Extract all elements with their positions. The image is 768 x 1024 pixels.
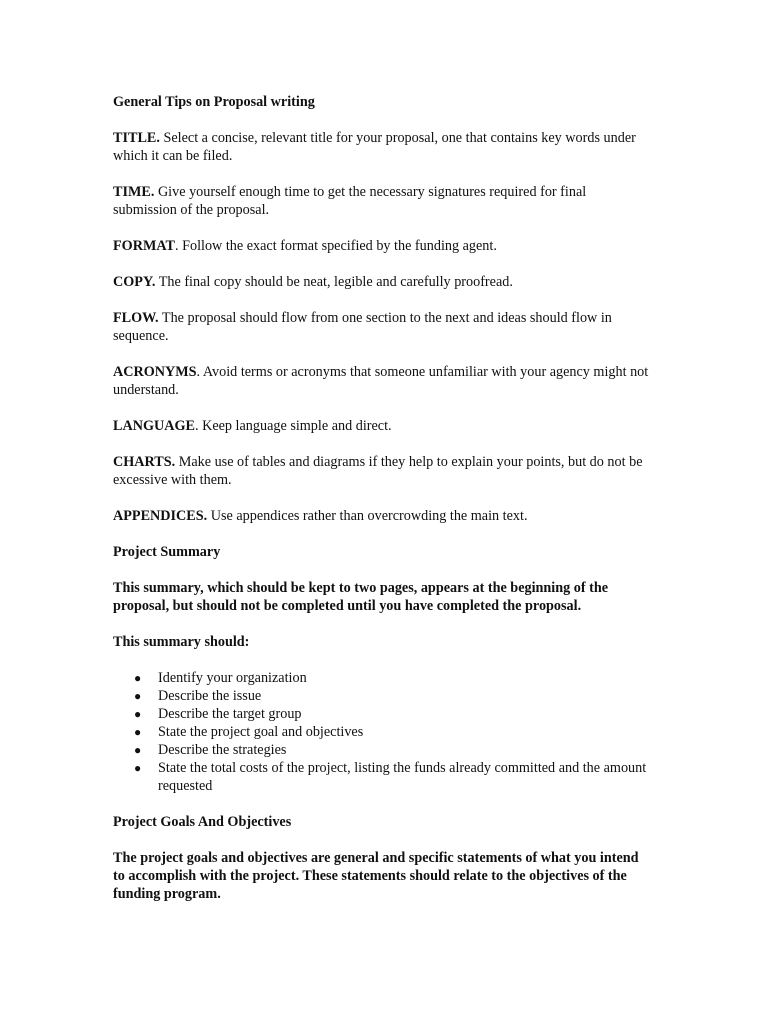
- tip-text: Use appendices rather than overcrowding the main text.: [207, 508, 528, 524]
- project-summary-lead: This summary should:: [113, 634, 250, 650]
- tip-copy: [113, 273, 653, 291]
- tip-term: LANGUAGE: [113, 418, 195, 434]
- tip-charts: [113, 453, 653, 489]
- tip-text: Select a concise, relevant title for your proposal, one that contains key words under which it can be filed.: [113, 130, 636, 164]
- tip-text: . Avoid terms or acronyms that someone unfamiliar with your agency might not understand.: [113, 364, 649, 398]
- tip-format: [113, 237, 653, 255]
- list-item: [113, 723, 653, 741]
- tip-title: [113, 129, 653, 165]
- list-item-text: Describe the target group: [158, 706, 302, 722]
- tip-term: ACRONYMS: [113, 364, 197, 380]
- tip-text: Make use of tables and diagrams if they help to explain your points, but do not be excessive with them.: [113, 454, 643, 488]
- bullet-icon: ●: [134, 743, 142, 757]
- tip-appendices: [113, 507, 653, 525]
- tip-term: FORMAT: [113, 238, 175, 254]
- list-item-text: Identify your organization: [158, 670, 307, 686]
- project-summary-heading: Project Summary: [113, 544, 221, 560]
- goals-text: The project goals and objectives are general and specific statements of what you intend to accomplish with the project. These statements should relate to the objectives of the funding program.: [113, 850, 639, 902]
- tip-text: Give yourself enough time to get the necessary signatures required for final submission of the proposal.: [113, 184, 587, 218]
- goals-heading: Project Goals And Objectives: [113, 814, 292, 830]
- tip-term: FLOW.: [113, 310, 159, 326]
- list-item: [113, 741, 653, 759]
- bullet-icon: ●: [134, 707, 142, 721]
- project-summary-intro: This summary, which should be kept to two pages, appears at the beginning of the proposal, but should not be completed until you have completed the proposal.: [113, 580, 609, 614]
- list-item: [113, 687, 653, 705]
- tip-text: . Follow the exact format specified by the funding agent.: [175, 238, 497, 254]
- bullet-icon: ●: [134, 671, 142, 685]
- tip-term: TITLE.: [113, 130, 160, 146]
- tip-term: COPY.: [113, 274, 156, 290]
- tip-term: TIME.: [113, 184, 155, 200]
- tip-text: The proposal should flow from one section to the next and ideas should flow in sequence.: [113, 310, 612, 344]
- tip-acronyms: [113, 363, 653, 399]
- tip-flow: [113, 309, 653, 345]
- general-tips-heading: General Tips on Proposal writing: [113, 94, 315, 110]
- tip-language: [113, 417, 653, 435]
- list-item-text: State the total costs of the project, listing the funds already committed and the amount requested: [158, 760, 647, 794]
- list-item-text: Describe the strategies: [158, 742, 287, 758]
- document-body: [113, 93, 653, 921]
- list-item-text: State the project goal and objectives: [158, 724, 364, 740]
- bullet-icon: ●: [134, 725, 142, 739]
- bullet-icon: ●: [134, 761, 142, 775]
- list-item: [113, 669, 653, 687]
- summary-bullet-list: [113, 669, 653, 795]
- tip-text: . Keep language simple and direct.: [194, 418, 392, 434]
- tip-term: CHARTS.: [113, 454, 176, 470]
- tip-time: [113, 183, 653, 219]
- list-item: [113, 759, 653, 795]
- tip-text: The final copy should be neat, legible and carefully proofread.: [155, 274, 513, 290]
- tip-term: APPENDICES.: [113, 508, 208, 524]
- list-item-text: Describe the issue: [158, 688, 262, 704]
- list-item: [113, 705, 653, 723]
- bullet-icon: ●: [134, 689, 142, 703]
